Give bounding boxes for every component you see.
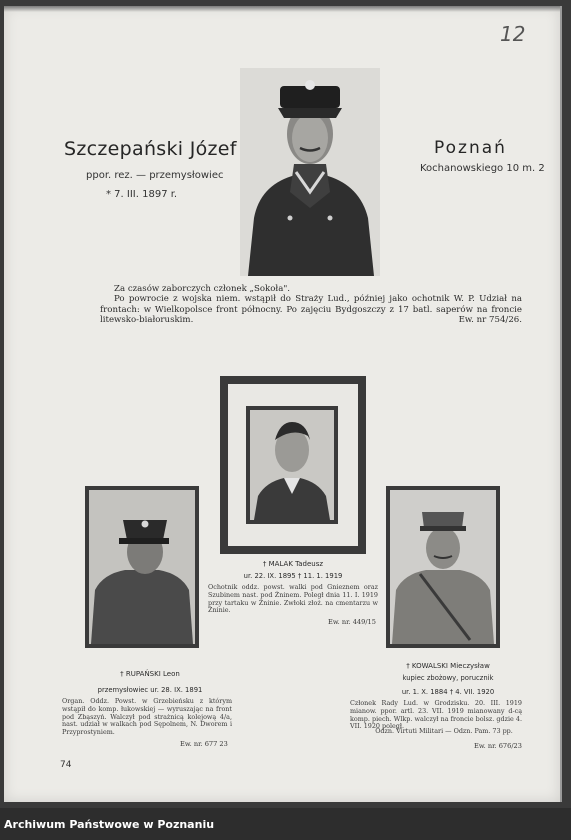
malak-photo	[250, 410, 334, 520]
kowalski-name: † KOWALSKI Mieczysław	[406, 662, 490, 670]
rupanski-reference: Ew. nr. 677 23	[180, 740, 228, 748]
address: Kochanowskiego 10 m. 2	[420, 163, 545, 174]
malak-dates: ur. 22. IX. 1895 † 11. 1. 1919	[243, 572, 343, 580]
bio-line-1: Za czasów zaborczych członek „Sokoła".	[114, 284, 291, 294]
birth-date: * 7. III. 1897 r.	[106, 189, 178, 200]
kowalski-honor: Odzn. Virtuti Militari — Odzn. Pam. 73 pp.	[375, 727, 513, 735]
city: Poznań	[434, 138, 507, 158]
biography	[100, 284, 522, 326]
malak-figure	[250, 410, 334, 520]
rupanski-name: † RUPAŃSKI Leon	[120, 670, 180, 678]
page-number: 74	[60, 760, 72, 770]
kowalski-text: Członek Rady Lud. w Grodzisku. 20. III. 1919 mianow. ppor. artl. 23. VII. 1919 mianowany d-cą komp. piech. Wlkp. walczył na froncie bolsz. gdzie 4. VII. 1920 poległ.	[350, 699, 522, 731]
person-name: Szczepański Józef	[64, 138, 237, 160]
handwritten-page-number: 12	[500, 22, 526, 46]
archive-watermark: Archiwum Państwowe w Poznaniu	[4, 818, 215, 831]
portrait-photo-main	[240, 68, 380, 276]
rupanski-photo	[89, 490, 195, 644]
kowalski-dates: ur. 1. X. 1884 † 4. VII. 1920	[401, 688, 495, 696]
bio-reference: Ew. nr 754/26.	[458, 315, 522, 325]
kowalski-figure	[390, 490, 496, 644]
kowalski-photo	[390, 490, 496, 644]
portrait-main-figure	[240, 68, 380, 276]
rupanski-text: Organ. Oddz. Powst. w Grzebieńsku z którym wstąpił do komp. łukowskiej — wyruszając na front pod Zbąszyń. Walczył pod strażnicą kolejową 4/a, nast. udział w walkach pod Sępolnem, N. Dworem i Przyprostyniem.	[62, 697, 232, 737]
bio-line-2: Po powrocie z wojska niem. wstąpił do Straży Lud., później jako ochotnik W. P. Udział na frontach: w Wielkopolsce front północny. Po zajęciu Bydgoszczy z 17 batl. saperów na froncie litewsko-białoruskim.	[100, 294, 522, 326]
kowalski-occupation: kupiec zbożowy, porucznik	[402, 674, 494, 682]
malak-name: † MALAK Tadeusz	[262, 560, 324, 568]
rupanski-dates: przemysłowiec ur. 28. IX. 1891	[97, 686, 203, 694]
rank-occupation: ppor. rez. — przemysłowiec	[86, 170, 224, 181]
kowalski-reference: Ew. nr. 676/23	[474, 742, 522, 750]
page-edge-shadow	[4, 6, 560, 12]
malak-text: Ochotnik oddz. powst. walki pod Gnieznem oraz Szubinem nast. pod Żninem. Poległ dnia 11. I. 1919 przy tartaku w Żninie. Zwłoki złoż. na cmentarzu w Żninie.	[208, 583, 378, 615]
rupanski-figure	[89, 490, 195, 644]
malak-reference: Ew. nr. 449/15	[328, 618, 376, 626]
